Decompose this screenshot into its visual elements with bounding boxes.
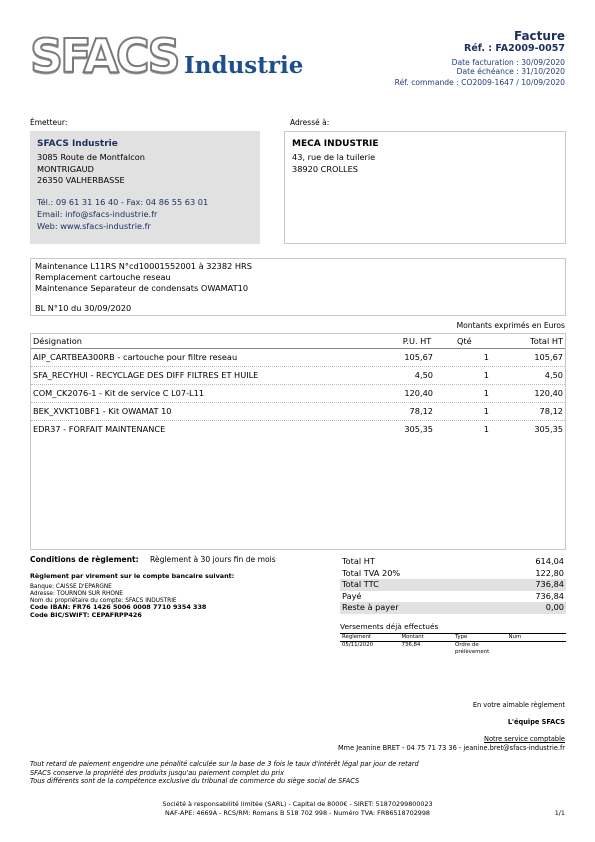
item-unit-price: 120,40 [404, 388, 433, 398]
company-logo-mark: SFACS [30, 29, 178, 83]
total-label: Total HT [342, 556, 375, 566]
line-items-table [30, 333, 566, 550]
emitter-box [30, 131, 260, 244]
accounting-contact: Mme Jeanine BRET - 04 75 71 73 36 - jeanine.bret@sfacs-industrie.fr [337, 744, 565, 752]
footer-line: Société à responsabilité limitée (SARL) - Capital de 8000€ - SIRET: 51870299800023 [162, 800, 433, 808]
total-label: Total TVA 20% [342, 567, 401, 578]
iban: Code IBAN: FR76 1426 5006 0008 7710 9354 338 [30, 603, 207, 612]
total-value: 736,84 [535, 579, 564, 589]
payment-type: Ordre de prélèvement [454, 642, 490, 655]
document-title: Facture [513, 29, 565, 43]
item-designation: COM_CK2076-1 - Kit de service C L07-L11 [33, 388, 205, 398]
table-row [31, 421, 565, 438]
emitter-website: Web: www.sfacs-industrie.fr [37, 220, 151, 231]
item-total: 105,67 [534, 352, 563, 362]
bank-name: Banque: CAISSE D'EPARGNE [30, 584, 112, 591]
item-designation: SFA_RECYHUI - RECYCLAGE DES DIFF FILTRES ET HUILE [33, 370, 259, 380]
total-row-ht [340, 556, 566, 568]
legal-line: SFACS conserve la propriété des produits jusqu'au paiement complet du prix [30, 768, 284, 777]
bic: Code BIC/SWIFT: CEPAFRPP426 [30, 610, 142, 619]
bank-address: Adresse: TOURNON SUR RHONE [30, 590, 123, 597]
greeting: En votre aimable règlement [472, 701, 565, 709]
item-quantity: 1 [483, 406, 489, 416]
recipient-name: MECA INDUSTRIE [292, 139, 379, 149]
invoice-date: Date facturation : 30/09/2020 [451, 58, 565, 67]
payments-made [340, 622, 566, 656]
page-number: 1/1 [554, 809, 565, 817]
payments-header-cell: Règlement [342, 634, 372, 640]
total-row-paid [340, 591, 566, 603]
emitter-address-line: 3085 Route de Montfalcon [37, 151, 145, 162]
table-row [31, 367, 565, 385]
total-row-remaining [340, 602, 566, 614]
payments-header [340, 634, 566, 642]
table-header [31, 334, 565, 349]
payment-num [509, 642, 566, 656]
item-designation: AIP_CARTBEA300RB - cartouche pour filtre reseau [33, 352, 238, 362]
footer-line: NAF-APE: 4669A - RCS/RM: Romans B 518 702 998 - Numéro TVA: FR86518702998 [164, 809, 430, 817]
legal-line: Tous différents sont de la compétence exclusive du tribunal de commerce du siège social de SFACS [30, 777, 360, 786]
total-value: 0,00 [545, 602, 564, 612]
memo-line: Remplacement cartouche reseau [35, 271, 171, 282]
header-total: Total HT [530, 336, 563, 346]
total-row-ttc [340, 579, 566, 591]
total-value: 122,80 [535, 567, 564, 578]
invoice-memo [30, 258, 566, 316]
table-row [31, 403, 565, 421]
legal-notice [30, 760, 419, 786]
currency-note: Montants exprimés en Euros [456, 321, 565, 330]
item-total: 4,50 [544, 370, 563, 380]
order-reference: Réf. commande : CO2009-1647 / 10/09/2020 [394, 78, 565, 87]
memo-line: Maintenance L11RS N°cd10001552001 à 32382 HRS [35, 261, 252, 271]
emitter-phone: Tél.: 09 61 31 16 40 - Fax: 04 86 55 63 01 [37, 197, 209, 208]
table-row [31, 385, 565, 403]
total-value: 614,04 [535, 556, 564, 566]
memo-line: BL N°10 du 30/09/2020 [35, 303, 132, 314]
item-designation: EDR37 - FORFAIT MAINTENANCE [33, 424, 166, 434]
conditions-value: Règlement à 30 jours fin de mois [150, 555, 276, 564]
total-label: Total TTC [342, 579, 379, 589]
item-total: 120,40 [534, 388, 563, 398]
item-designation: BEK_XVKT10BF1 - Kit OWAMAT 10 [33, 406, 172, 416]
legal-line: Tout retard de paiement engendre une pénalité calculée sur la base de 3 fois le taux d'intérêt légal par jour de retard [30, 760, 419, 768]
item-unit-price: 4,50 [414, 370, 433, 380]
total-label: Reste à payer [342, 602, 399, 612]
item-quantity: 1 [483, 424, 489, 434]
emitter-name: SFACS Industrie [37, 139, 118, 149]
payment-row [340, 642, 566, 656]
team-signature: L'équipe SFACS [507, 718, 565, 726]
memo-line: Maintenance Separateur de condensats OWAMAT10 [35, 282, 249, 293]
emitter-address-line: MONTRIGAUD [37, 163, 94, 174]
invoice-reference: Réf. : FA2009-0057 [464, 43, 565, 54]
emitter-email: Email: info@sfacs-industrie.fr [37, 208, 158, 219]
recipient-label: Adressé à: [290, 118, 330, 127]
payments-made-title: Versements déjà effectués [340, 622, 439, 631]
item-unit-price: 305,35 [404, 424, 433, 434]
total-row-tva [340, 568, 566, 580]
item-quantity: 1 [483, 370, 489, 380]
item-total: 78,12 [539, 406, 563, 416]
item-quantity: 1 [483, 388, 489, 398]
header-quantity: Qté [457, 336, 472, 346]
conditions-label: Conditions de règlement: [30, 555, 139, 564]
item-unit-price: 105,67 [404, 352, 433, 362]
transfer-title: Règlement par virement sur le compte bancaire suivant: [30, 571, 235, 580]
recipient-address-line: 38920 CROLLES [292, 163, 358, 174]
header-designation: Désignation [33, 336, 82, 346]
payment-amount: 736,84 [401, 642, 421, 648]
total-value: 736,84 [535, 590, 564, 601]
payments-header-cell: Montant [401, 634, 424, 640]
table-row [31, 349, 565, 367]
company-footer [0, 800, 595, 818]
company-logo-word: Industrie [184, 52, 304, 79]
payments-header-cell: Type [454, 634, 468, 640]
emitter-label: Émetteur: [30, 118, 68, 127]
total-label: Payé [342, 590, 362, 601]
recipient-box [284, 131, 566, 244]
item-unit-price: 78,12 [409, 406, 433, 416]
payment-date: 05/11/2020 [342, 642, 374, 648]
account-holder: Nom du propriétaire du compte: SFACS INDUSTRIE [30, 597, 177, 604]
header-unit-price: P.U. HT [402, 336, 432, 346]
accounting-service: Notre service comptable [484, 735, 565, 743]
item-total: 305,35 [534, 424, 563, 434]
payment-terms [30, 556, 300, 619]
recipient-address-line: 43, rue de la tuilerie [292, 151, 376, 162]
payments-header-cell: Num [508, 634, 522, 640]
due-date: Date échéance : 31/10/2020 [456, 67, 565, 76]
emitter-address-line: 26350 VALHERBASSE [37, 175, 125, 186]
item-quantity: 1 [483, 352, 489, 362]
totals-block [340, 556, 566, 614]
